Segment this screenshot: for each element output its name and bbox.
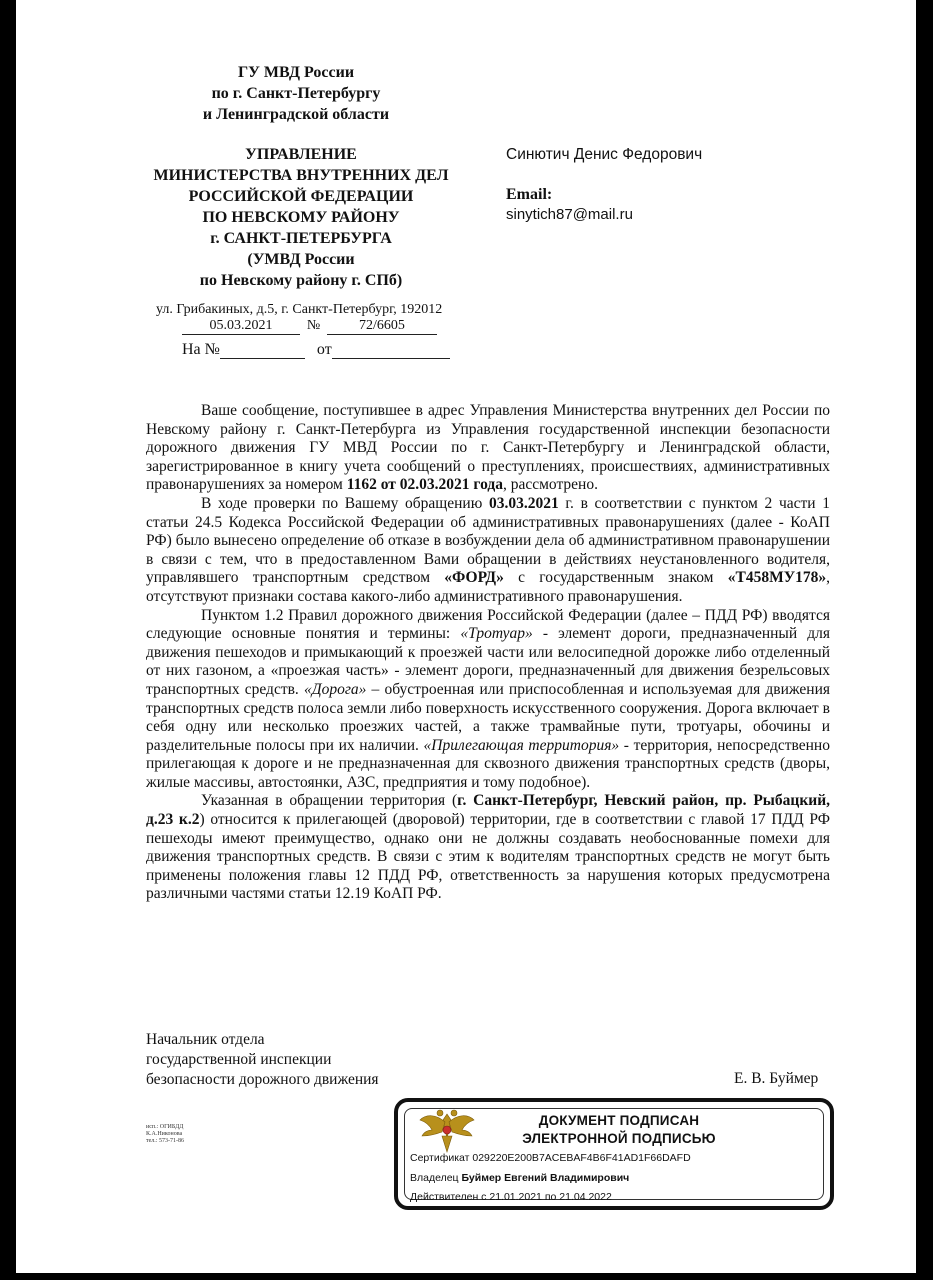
text-run: , отсутствуют признаки состава какого-либо административного правонарушения. [146, 569, 830, 605]
outgoing-number: 72/6605 [327, 318, 437, 335]
stamp-title-line: ДОКУМЕНТ ПОДПИСАН [538, 1113, 700, 1128]
paragraph [146, 607, 830, 793]
executor-line: тел.: 573-71-86 [146, 1138, 184, 1144]
signatory-name: Е. В. Буймер [734, 1070, 819, 1087]
department-line: (УМВД России [247, 251, 355, 268]
paragraph [146, 792, 830, 904]
text-run: «ФОРД» [444, 569, 504, 587]
owner-name: Буймер Евгений Владимирович [461, 1172, 630, 1184]
text-run: 1162 от 02.03.2021 года [346, 476, 503, 494]
department-line: РОССИЙСКОЙ ФЕДЕРАЦИИ [188, 188, 414, 205]
text-run: Пунктом 1.2 Правил дорожного движения Российской Федерации (далее – ПДД РФ) вводятся следующие основные понятия и термины: [146, 606, 830, 643]
text-run: В ходе проверки по Вашему обращению [201, 494, 489, 512]
email-label: Email: [506, 186, 553, 203]
text-run: Указанная в обращении территория ( [201, 792, 458, 810]
ot-label: от [316, 341, 332, 358]
stamp-title [494, 1112, 744, 1148]
number-sign: № [306, 318, 321, 333]
org-line: по г. Санкт-Петербургу [211, 85, 381, 102]
stamp-title-line: ЭЛЕКТРОННОЙ ПОДПИСЬЮ [522, 1131, 716, 1146]
certificate-label: Сертификат [410, 1152, 470, 1164]
text-run: «Тротуар» [460, 625, 533, 643]
executor-note [146, 1124, 184, 1145]
department-address: ул. Грибакиных, д.5, г. Санкт-Петербург, 192012 [156, 302, 443, 317]
validity-line: Действителен с 21.01.2021 по 21.04.2022 [410, 1191, 612, 1203]
department-line: УПРАВЛЕНИЕ [245, 146, 357, 163]
letter-page [16, 0, 916, 1273]
text-run: г. в соответствии с пунктом 2 части 1 статьи 24.5 Кодекса Российской Федерации об административных правонарушениях (далее - КоАП РФ) было вынесено определение об отказе в возбуждении дела об административном правонарушении в связи с тем, что в предоставленном Вами обращении в действиях неустановленного водителя, управлявшего транспортным средством [146, 494, 831, 587]
position-line: государственной инспекции [146, 1051, 332, 1068]
certificate-line [410, 1152, 691, 1164]
paragraph [146, 402, 830, 495]
double-headed-eagle-emblem-icon [418, 1108, 476, 1154]
outgoing-number-line [182, 318, 437, 335]
position-line: безопасности дорожного движения [146, 1071, 379, 1088]
text-run: Ваше сообщение, поступившее в адрес Управления Министерства внутренних дел России по Невскому району г. Санкт-Петербурга из Управления государственной инспекции безопасности дорожного движения ГУ МВД России по г. Санкт-Петербургу и Ленинградской области, зарегистрированное в книгу учета сообщений о преступлениях, происшествиях, административных правонарушениях за номером [146, 402, 830, 494]
owner-label: Владелец [410, 1172, 459, 1184]
department-line: по Невскому району г. СПб) [199, 272, 403, 289]
text-run: - территория, непосредственно прилегающая к дороге и не предназначенная для сквозного движения транспортных средств (дворы, жилые массивы, автостоянки, АЗС, предприятия и тому подобное). [146, 736, 830, 791]
na-label: На № [182, 341, 220, 358]
text-run: – обустроенная или приспособленная и используемая для движения транспортных средств полоса земли либо поверхность искусственного сооружения. Дорога включает в себя одну или несколько проезжих частей, а также трамвайные пути, тротуары, обочины и разделительные полосы при их наличии. [146, 680, 830, 754]
certificate-number: 029220E200B7ACEBAF4B6F41AD1F66DAFD [472, 1152, 691, 1164]
org-header [166, 62, 426, 125]
reference-number-line [182, 341, 450, 359]
org-line: ГУ МВД России [237, 64, 355, 81]
text-run: «Прилегающая территория» [423, 736, 620, 754]
text-run: 03.03.2021 [488, 494, 559, 512]
letter-body [146, 402, 830, 904]
recipient-name: Синютич Денис Федорович [506, 146, 703, 163]
recipient-email: sinytich87@mail.ru [506, 206, 633, 223]
text-run: с государственным знаком [503, 569, 728, 587]
executor-line: исп.: ОГИБДД [146, 1124, 184, 1130]
org-line: и Ленинградской области [202, 106, 390, 123]
outgoing-date: 05.03.2021 [182, 318, 300, 335]
text-run: - элемент дороги, предназначенный для движения пешеходов и примыкающий к проезжей части или велосипедной дорожке либо отделенный от них газоном, а «проезжая часть» - элемент дороги, предназначенный для движения безрельсовых транспортных средств. [146, 625, 830, 698]
text-run: ) относится к прилегающей (дворовой) территории, где в соответствии с главой 17 ПДД РФ пешеходы имеют преимущество, однако они не должны создавать необоснованные помехи для движения транспортных средств. В связи с этим к водителям транспортных средств не могут быть применены положения главы 12 ПДД РФ, ответственность за нарушения которых предусмотрена различными частями статьи 12.19 КоАП РФ. [146, 811, 830, 903]
department-header [151, 144, 451, 291]
paragraph [146, 495, 830, 607]
owner-line [410, 1172, 629, 1184]
department-line: ПО НЕВСКОМУ РАЙОНУ [202, 209, 400, 226]
signatory-position [146, 1030, 379, 1090]
text-run: «Дорога» [303, 680, 367, 698]
text-run: «Т458МУ178» [727, 569, 827, 587]
department-line: МИНИСТЕРСТВА ВНУТРЕННИХ ДЕЛ [153, 167, 449, 184]
department-line: г. САНКТ-ПЕТЕРБУРГА [210, 230, 392, 247]
text-run: , рассмотрено. [502, 476, 598, 494]
text-run: г. Санкт-Петербург, Невский район, пр. Рыбацкий, д.23 к.2 [146, 792, 831, 829]
electronic-signature-stamp [394, 1098, 834, 1210]
position-line: Начальник отдела [146, 1031, 265, 1048]
executor-line: К.А.Никонова [146, 1131, 183, 1137]
